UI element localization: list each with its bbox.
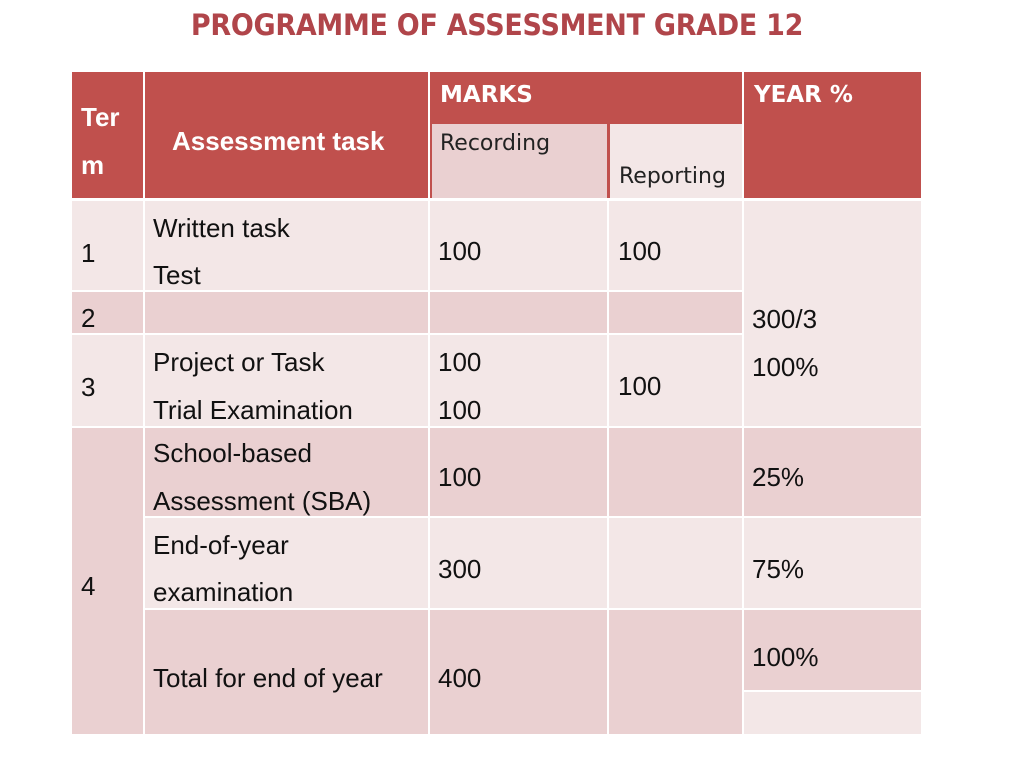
row4-term: 4 bbox=[81, 571, 96, 601]
row4-term-cell bbox=[72, 428, 143, 734]
header-year-cell bbox=[744, 72, 921, 198]
header-reporting-cell bbox=[610, 124, 742, 198]
row1-term-cell bbox=[72, 201, 143, 290]
header-marks-cell bbox=[430, 72, 742, 120]
total-task-cell bbox=[145, 610, 428, 734]
header-term-label-2: m bbox=[81, 150, 105, 180]
total-recording-cell bbox=[430, 610, 607, 734]
row2-task-cell bbox=[145, 292, 428, 333]
row1-task-line2: Test bbox=[153, 260, 201, 290]
header-task-cell bbox=[145, 72, 428, 198]
year-123-cell bbox=[744, 201, 921, 426]
row3-recording-1: 100 bbox=[438, 347, 482, 377]
row3-task-line1: Project or Task bbox=[153, 347, 325, 377]
sba-year: 25% bbox=[752, 462, 805, 492]
year-123-line1: 300/3 bbox=[752, 304, 818, 334]
eoy-recording-cell bbox=[430, 518, 607, 608]
header-term-cell bbox=[72, 72, 143, 198]
row3-term-cell bbox=[72, 335, 143, 426]
sba-reporting-cell bbox=[609, 428, 742, 516]
total-label: Total for end of year bbox=[153, 663, 383, 693]
header-recording-label: Recording bbox=[440, 131, 551, 156]
eoy-task-line1: End-of-year bbox=[153, 530, 289, 560]
total-reporting-cell bbox=[609, 610, 742, 734]
row3-task-line2: Trial Examination bbox=[153, 395, 353, 425]
total-recording: 400 bbox=[438, 663, 482, 693]
total-year-empty-cell bbox=[744, 692, 921, 734]
row1-task-line1: Written task bbox=[153, 213, 290, 243]
sba-task-line1: School-based bbox=[153, 438, 312, 468]
row3-task-cell bbox=[145, 335, 428, 426]
eoy-task-cell bbox=[145, 518, 428, 608]
total-year-cell bbox=[744, 610, 921, 690]
row1-reporting-cell bbox=[609, 201, 742, 290]
eoy-reporting-cell bbox=[609, 518, 742, 608]
row3-recording-2: 100 bbox=[438, 395, 482, 425]
row2-reporting-cell bbox=[609, 292, 742, 333]
page-title: PROGRAMME OF ASSESSMENT GRADE 12 bbox=[190, 8, 804, 42]
total-year: 100% bbox=[752, 642, 819, 672]
row3-recording-cell bbox=[430, 335, 607, 426]
row2-term-cell bbox=[72, 292, 143, 333]
header-marks-label: MARKS bbox=[440, 82, 533, 108]
eoy-task-line2: examination bbox=[153, 577, 294, 607]
header-reporting-label: Reporting bbox=[619, 164, 726, 189]
sba-task-cell bbox=[145, 428, 428, 516]
row1-term: 1 bbox=[81, 238, 96, 268]
row3-term: 3 bbox=[81, 372, 96, 402]
row3-reporting: 100 bbox=[618, 371, 662, 401]
row2-recording-cell bbox=[430, 292, 607, 333]
row1-reporting: 100 bbox=[618, 236, 662, 266]
eoy-recording: 300 bbox=[438, 554, 482, 584]
sba-recording-cell bbox=[430, 428, 607, 516]
eoy-year-cell bbox=[744, 518, 921, 608]
header-task-label: Assessment task bbox=[172, 126, 385, 156]
eoy-year: 75% bbox=[752, 554, 805, 584]
header-year-label: YEAR % bbox=[754, 82, 853, 108]
row1-task-cell bbox=[145, 201, 428, 290]
sba-task-line2: Assessment (SBA) bbox=[153, 486, 372, 516]
sba-year-cell bbox=[744, 428, 921, 516]
row1-recording-cell bbox=[430, 201, 607, 290]
year-123-line2: 100% bbox=[752, 352, 819, 382]
header-term-label-1: Ter bbox=[81, 102, 120, 132]
row2-term: 2 bbox=[81, 303, 96, 333]
sba-recording: 100 bbox=[438, 462, 482, 492]
row3-reporting-cell bbox=[609, 335, 742, 426]
row1-recording: 100 bbox=[438, 236, 482, 266]
header-recording-cell bbox=[432, 124, 607, 198]
